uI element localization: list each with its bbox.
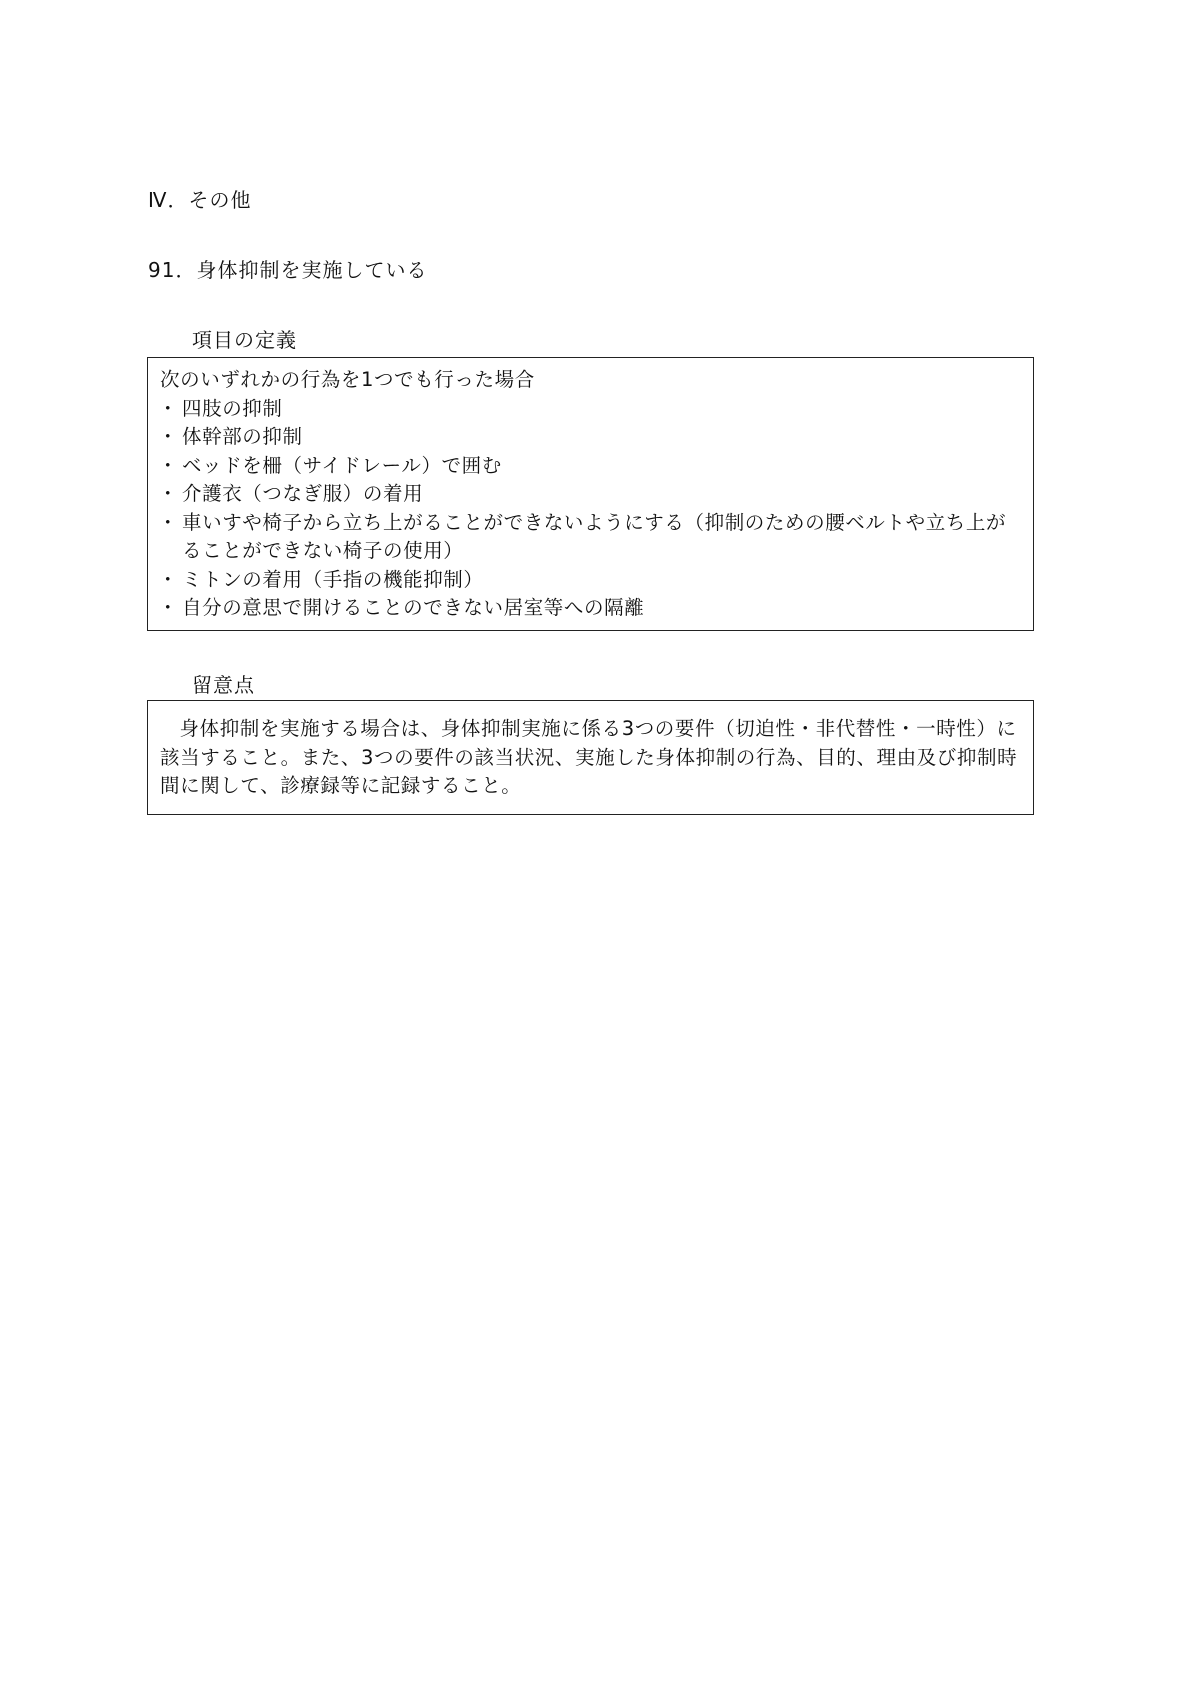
definition-item: ・ 体幹部の抑制 bbox=[160, 423, 1023, 452]
definition-item: ・ 介護衣（つなぎ服）の着用 bbox=[160, 480, 1023, 509]
definition-item: ・ 車いすや椅子から立ち上がることができないようにする（抑制のための腰ベルトや立ち上がることができない椅子の使用） bbox=[160, 509, 1023, 566]
section-heading: Ⅳ．その他 bbox=[148, 188, 252, 212]
definition-item: ・ ミトンの着用（手指の機能抑制） bbox=[160, 566, 1023, 595]
definition-item: ・ 四肢の抑制 bbox=[160, 395, 1023, 424]
definition-lead: 次のいずれかの行為を1つでも行った場合 bbox=[160, 368, 535, 391]
notes-box bbox=[147, 700, 1034, 815]
definition-label: 項目の定義 bbox=[192, 328, 297, 352]
definition-item: ・ ベッドを柵（サイドレール）で囲む bbox=[160, 452, 1023, 481]
definition-item: ・ 自分の意思で開けることのできない居室等への隔離 bbox=[160, 594, 1023, 623]
notes-text: 身体抑制を実施する場合は、身体抑制実施に係る3つの要件（切迫性・非代替性・一時性）に該当すること。また、3つの要件の該当状況、実施した身体抑制の行為、目的、理由及び抑制時間に関して、診療録等に記録すること。 bbox=[160, 717, 1018, 797]
notes-label: 留意点 bbox=[192, 673, 255, 697]
item-title: 91．身体抑制を実施している bbox=[148, 258, 428, 282]
definition-list bbox=[160, 395, 1023, 623]
definition-box bbox=[147, 357, 1034, 631]
